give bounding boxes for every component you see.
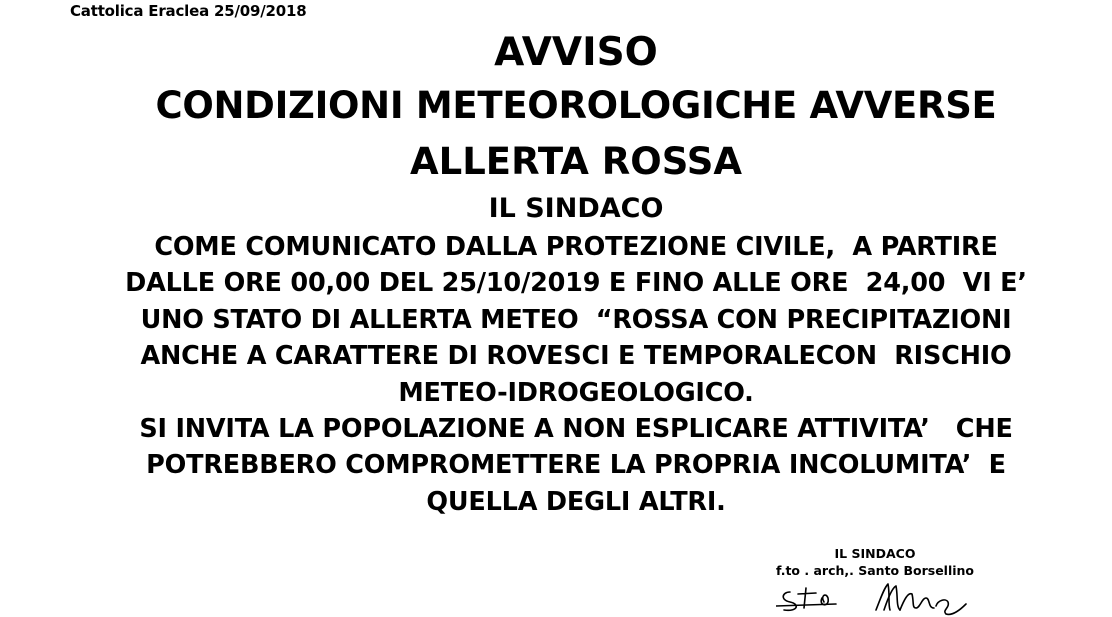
place-date: Cattolica Eraclea 25/09/2018: [70, 2, 307, 20]
body-line: SI INVITA LA POPOLAZIONE A NON ESPLICARE ATTIVITA’ CHE: [139, 414, 1013, 445]
body-line: COME COMUNICATO DALLA PROTEZIONE CIVILE, A PARTIRE: [154, 232, 998, 262]
issuer-heading: IL SINDACO: [488, 193, 664, 224]
notice-subtitle: CONDIZIONI METEOROLOGICHE AVVERSE: [155, 84, 997, 127]
signature-title: IL SINDACO: [834, 546, 916, 561]
body-line: POTREBBERO COMPROMETTERE LA PROPRIA INCOLUMITA’ E: [146, 450, 1006, 481]
notice-body: [40, 229, 1112, 520]
notice-title: AVVISO: [494, 30, 658, 75]
signature-block: [760, 546, 990, 578]
body-line: UNO STATO DI ALLERTA METEO “ROSSA CON PRECIPITAZIONI: [140, 304, 1012, 335]
body-line: DALLE ORE 00,00 DEL 25/10/2019 E FINO ALLE ORE 24,00 VI E’: [125, 268, 1027, 299]
body-line: ANCHE A CARATTERE DI ROVESCI E TEMPORALECON RISCHIO: [140, 341, 1012, 372]
alert-level: ALLERTA ROSSA: [410, 140, 742, 183]
handwritten-signature: [776, 580, 986, 616]
body-line: QUELLA DEGLI ALTRI.: [426, 486, 726, 517]
signature-name: f.to . arch,. Santo Borsellino: [775, 563, 975, 578]
body-line: METEO-IDROGEOLOGICO.: [398, 377, 754, 408]
